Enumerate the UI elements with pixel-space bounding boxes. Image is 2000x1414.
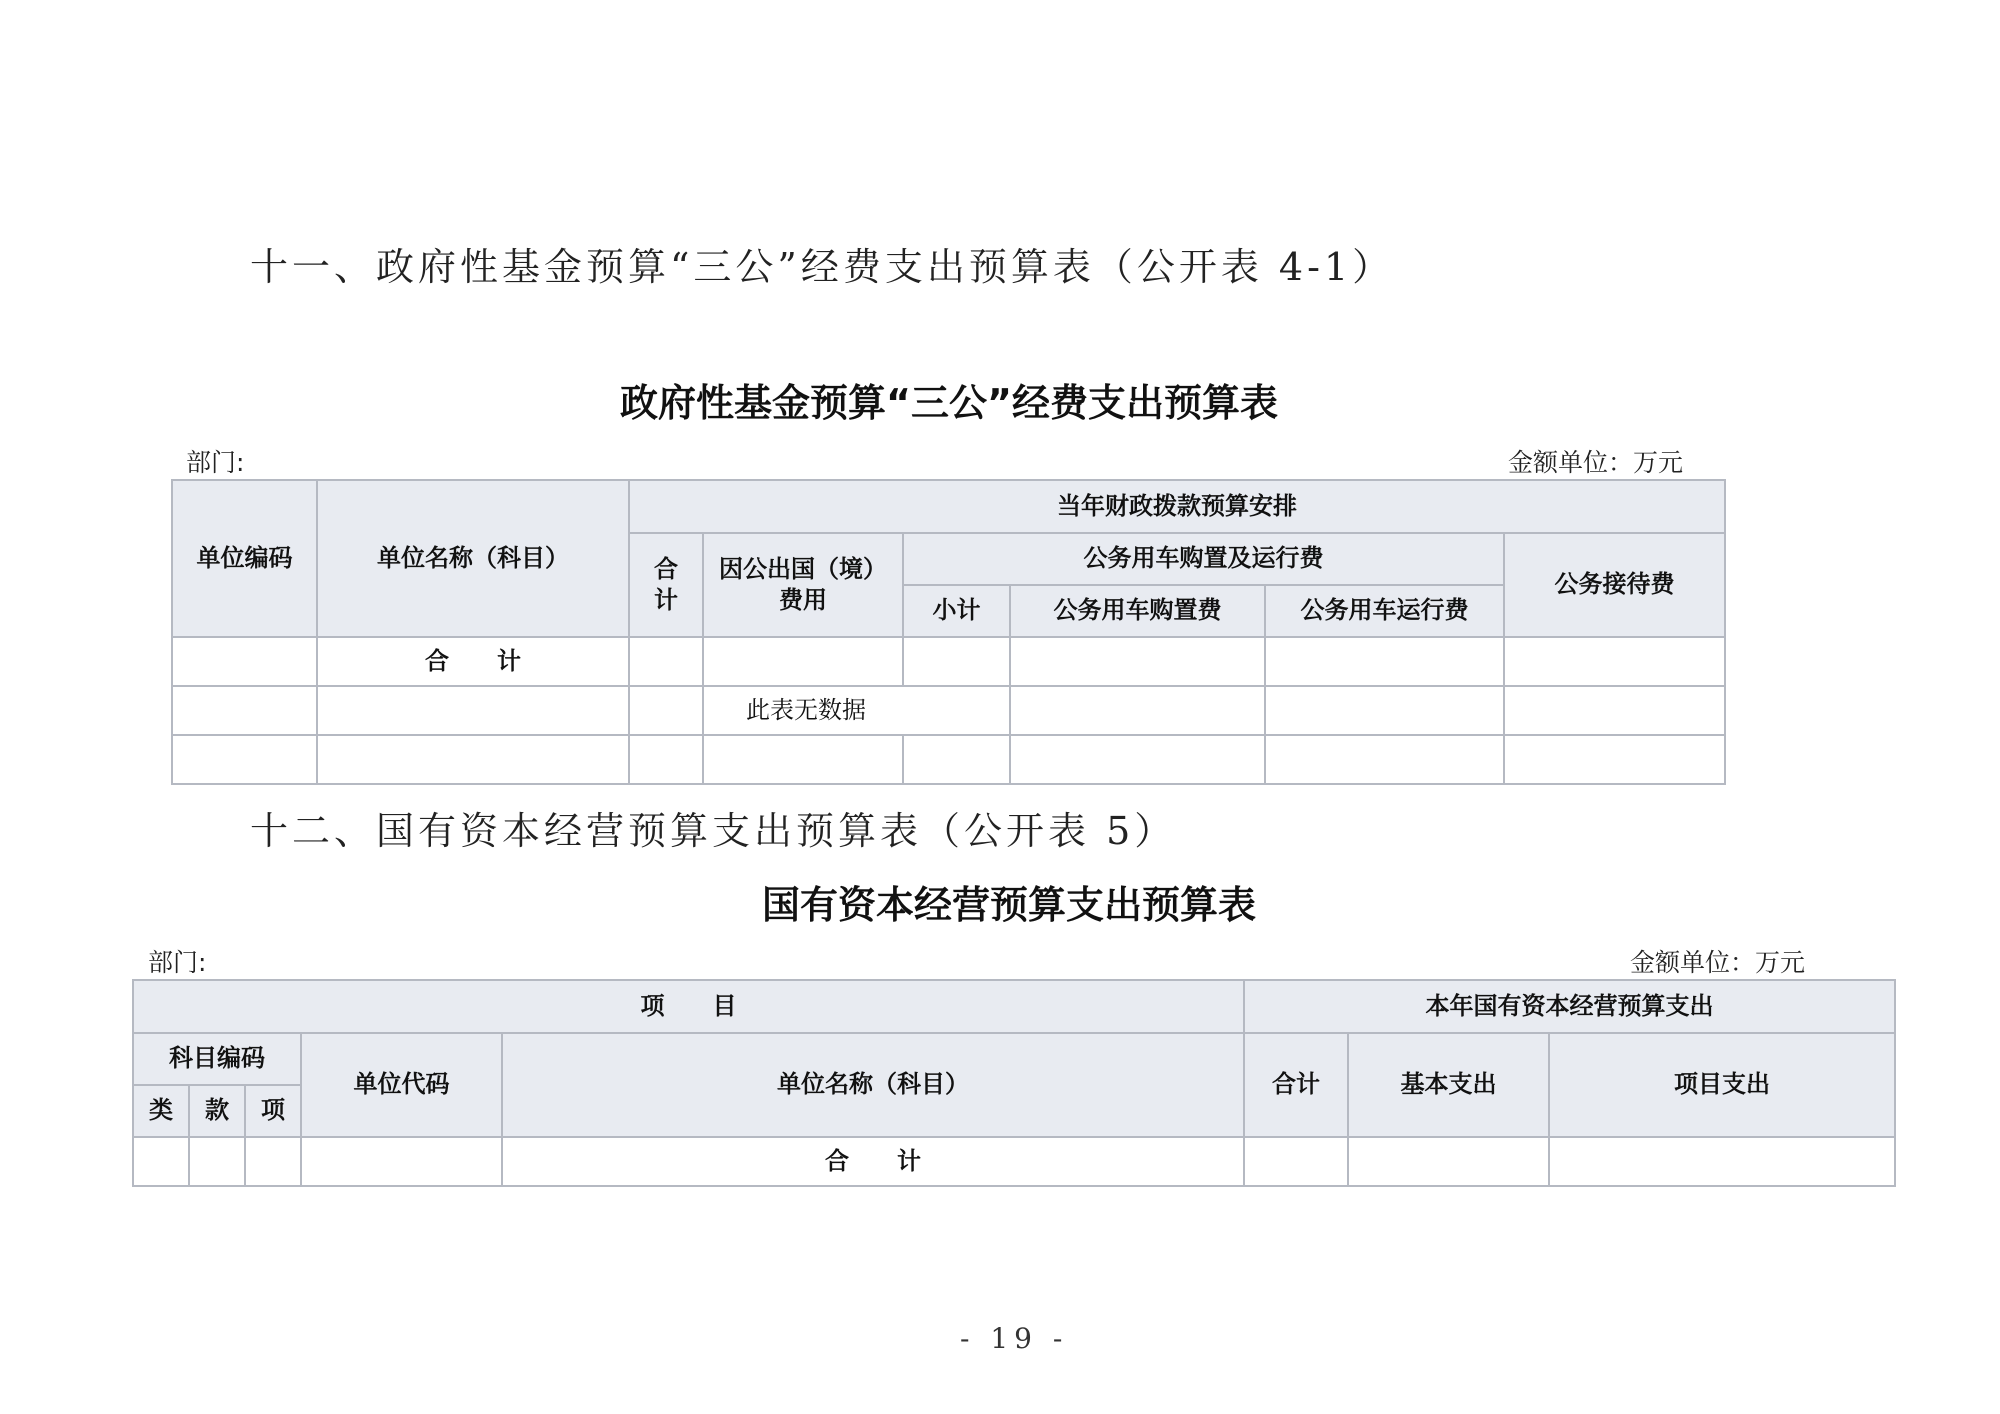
- header-subtotal: 小计: [903, 585, 1010, 637]
- table-1-unit-label: 金额单位：万元: [1508, 448, 1684, 477]
- table-cell: [189, 1137, 245, 1186]
- table-row: [133, 1137, 1895, 1186]
- table-2-unit-label: 金额单位：万元: [1630, 948, 1806, 977]
- header-vehicle-purchase: 公务用车购置费: [1010, 585, 1265, 637]
- header-total: 合计: [1244, 1033, 1348, 1137]
- table-2-dept-label: 部门:: [148, 948, 207, 977]
- table-row: [172, 686, 1725, 735]
- header-unit-name: 单位名称（科目）: [317, 480, 629, 637]
- header-item: 项 目: [133, 980, 1244, 1033]
- table-cell: [1244, 1137, 1348, 1186]
- table-cell: [1504, 686, 1725, 735]
- table-cell: [133, 1137, 189, 1186]
- header-current-year-allocation: 当年财政拨款预算安排: [629, 480, 1725, 533]
- table-cell: [301, 1137, 502, 1186]
- table-cell: [172, 686, 317, 735]
- header-vehicle-operation: 公务用车运行费: [1265, 585, 1504, 637]
- state-capital-budget-table: [132, 979, 1896, 1187]
- header-project-expense: 项目支出: [1549, 1033, 1895, 1137]
- table-cell: [317, 735, 629, 784]
- table-cell: [1348, 1137, 1549, 1186]
- table-cell: [1504, 735, 1725, 784]
- table-cell: [629, 686, 703, 735]
- table-cell: [172, 637, 317, 686]
- header-unit-name: 单位名称（科目）: [502, 1033, 1244, 1137]
- header-section: 款: [189, 1085, 245, 1137]
- table-1-dept-label: 部门:: [186, 448, 245, 477]
- table-cell: [1504, 637, 1725, 686]
- header-basic-expense: 基本支出: [1348, 1033, 1549, 1137]
- header-total: 合 计: [629, 533, 703, 637]
- three-public-expense-table: [171, 479, 1726, 785]
- header-class: 类: [133, 1085, 189, 1137]
- header-abroad-expense: 因公出国（境） 费用: [703, 533, 903, 637]
- header-current-year-expense: 本年国有资本经营预算支出: [1244, 980, 1895, 1033]
- total-row-label: 合 计: [317, 637, 629, 686]
- no-data-notice: 此表无数据: [703, 686, 1010, 735]
- table-cell: [317, 686, 629, 735]
- table-cell: [1265, 686, 1504, 735]
- table-cell: [703, 735, 903, 784]
- page-number: - 19 -: [960, 1322, 1069, 1355]
- header-reception-expense: 公务接待费: [1504, 533, 1725, 637]
- table-cell: [245, 1137, 301, 1186]
- header-item-sub: 项: [245, 1085, 301, 1137]
- table-cell: [1265, 637, 1504, 686]
- header-unit-code: 单位代码: [301, 1033, 502, 1137]
- table-cell: [172, 735, 317, 784]
- table-row: [172, 637, 1725, 686]
- table-1-title: 政府性基金预算“三公”经费支出预算表: [620, 381, 1278, 425]
- total-row-label: 合 计: [502, 1137, 1244, 1186]
- table-row: [172, 735, 1725, 784]
- table-cell: [1010, 686, 1265, 735]
- table-cell: [1010, 735, 1265, 784]
- table-cell: [903, 735, 1010, 784]
- section-11-heading: 十一、政府性基金预算“三公”经费支出预算表（公开表 4-1）: [250, 245, 1395, 289]
- table-cell: [903, 637, 1010, 686]
- header-unit-code: 单位编码: [172, 480, 317, 637]
- header-vehicle-expense: 公务用车购置及运行费: [903, 533, 1504, 585]
- table-cell: [1265, 735, 1504, 784]
- table-2-title: 国有资本经营预算支出预算表: [762, 883, 1257, 927]
- section-12-heading: 十二、国有资本经营预算支出预算表（公开表 5）: [250, 809, 1177, 853]
- table-cell: [629, 637, 703, 686]
- table-cell: [703, 637, 903, 686]
- header-subject-code: 科目编码: [133, 1033, 301, 1085]
- table-cell: [1010, 637, 1265, 686]
- table-cell: [629, 735, 703, 784]
- table-cell: [1549, 1137, 1895, 1186]
